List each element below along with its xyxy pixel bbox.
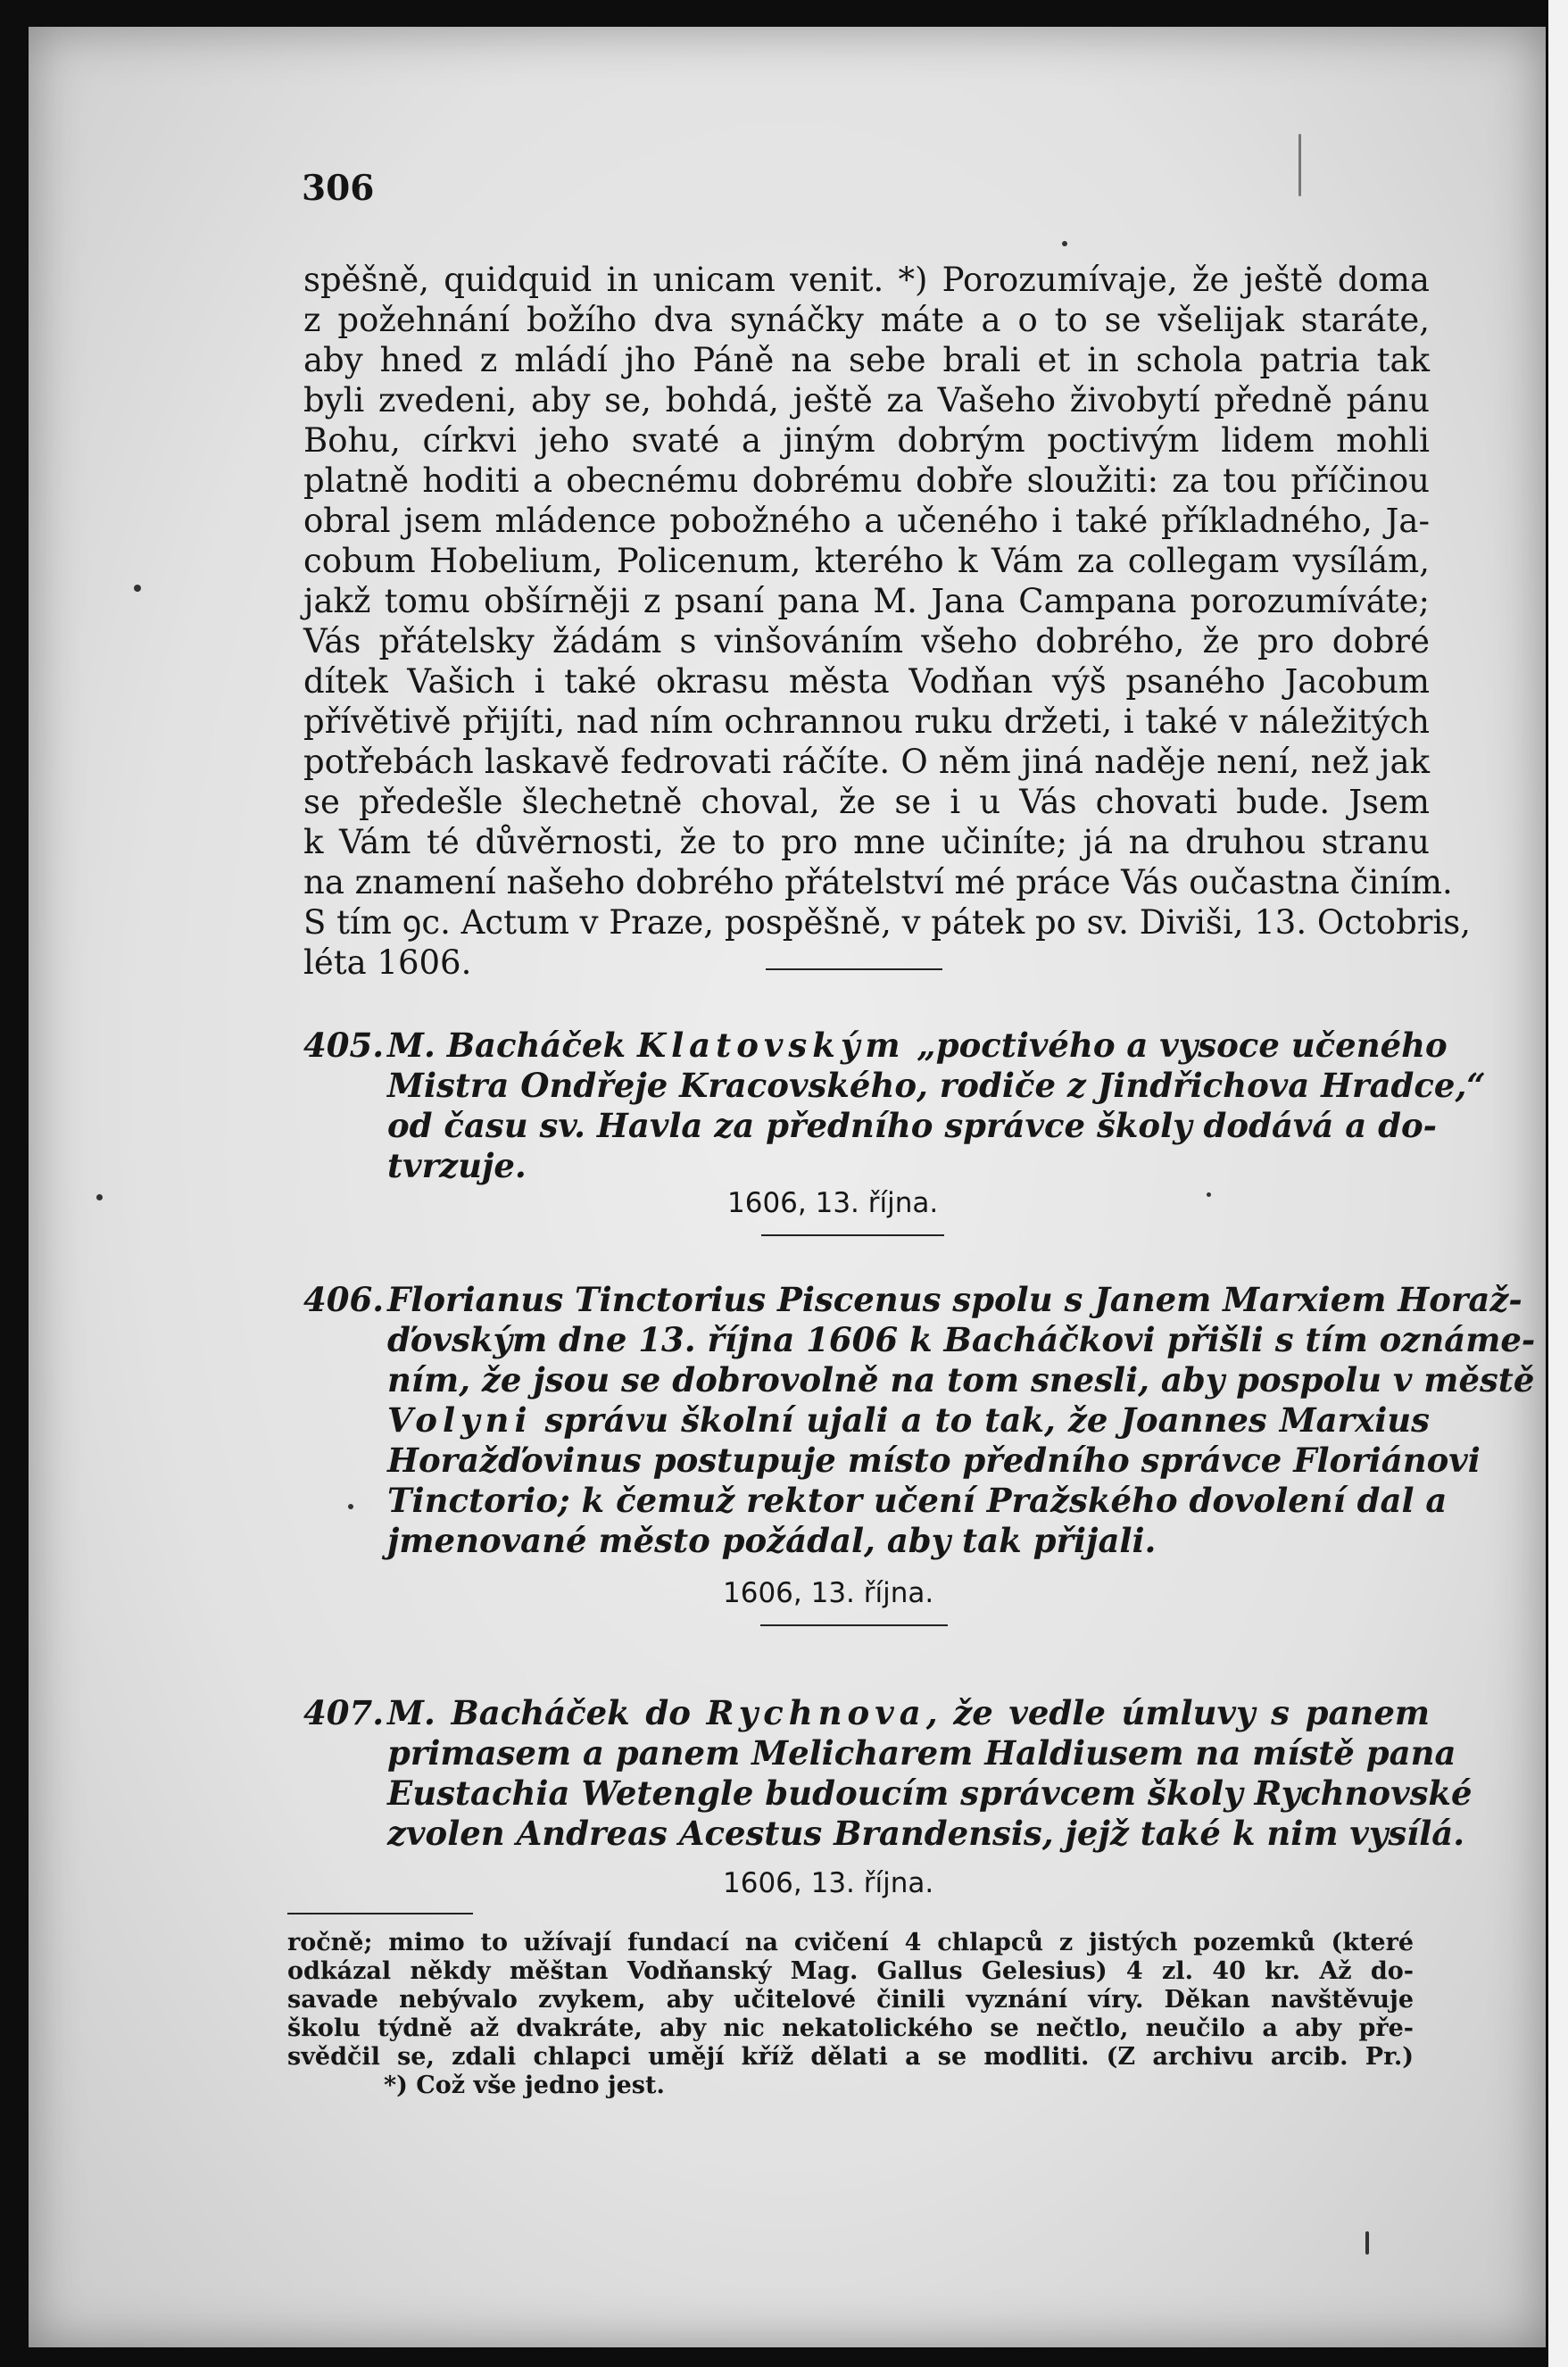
body-line: spěšně, quidquid in unicam venit. *) Porozumívaje, že ještě doma xyxy=(303,261,1430,299)
page-edge xyxy=(1548,0,1568,2367)
entry-number: 405. xyxy=(303,1026,385,1065)
entry-line: od času sv. Havla za předního správce školy dodává a do- xyxy=(387,1106,1438,1145)
page-number: 306 xyxy=(302,168,375,209)
footnote-line: svědčil se, zdali chlapci umějí kříž dělati a se modliti. (Z archivu arcib. Pr.) xyxy=(287,2043,1414,2071)
footnote-line: ročně; mimo to užívají fundací na cvičení 4 chlapců z jistých pozemků (které xyxy=(287,1929,1414,1956)
body-line: Bohu, církvi jeho svaté a jiným dobrým poctivým lidem mohli xyxy=(303,421,1430,460)
entry-line: Horažďovinus postupuje místo předního správce Floriánovi xyxy=(387,1441,1481,1480)
footnote-rule xyxy=(287,1913,473,1914)
footnote-star: *) Což vše jedno jest. xyxy=(384,2072,665,2099)
body-line: na znamení našeho dobrého přátelství mé práce Vás oučastna činím. xyxy=(303,863,1453,901)
entry-line: tvrzuje. xyxy=(387,1146,527,1185)
scan-speck xyxy=(134,585,141,592)
body-line: S tím ꝯc. Actum v Praze, pospěšně, v pátek po sv. Diviši, 13. Octobris, xyxy=(303,903,1472,942)
entry-date: 1606, 13. října. xyxy=(723,1867,934,1899)
footnote-line: odkázal někdy měštan Vodňanský Mag. Gallus Gelesius) 4 zl. 40 kr. Až do- xyxy=(287,1957,1414,1985)
body-line: cobum Hobelium, Policenum, kterého k Vám za collegam vysílám, xyxy=(303,542,1430,580)
scan-speck xyxy=(1298,134,1301,196)
entry-line: Tinctorio; k čemuž rektor učení Pražského dovolení dal a xyxy=(387,1481,1448,1520)
entry-line: zvolen Andreas Acestus Brandensis, jejž také k nim vysílá. xyxy=(387,1814,1465,1853)
scan-speck xyxy=(348,1504,353,1509)
section-divider xyxy=(766,968,942,970)
entry-line: Mistra Ondřeje Kracovského, rodiče z Jindřichova Hradce,“ xyxy=(387,1066,1486,1105)
scan-speck xyxy=(1207,1192,1211,1197)
entry-line: M. Bacháček do Rychnova, že vedle úmluvy s panem xyxy=(387,1693,1431,1732)
entry-number: 406. xyxy=(303,1280,385,1319)
body-line: léta 1606. xyxy=(303,943,472,982)
entry-number: 407. xyxy=(303,1693,385,1732)
body-line: přívětivě přijíti, nad ním ochrannou ruku držeti, i také v náležitých xyxy=(303,702,1430,741)
body-line: obral jsem mládence pobožného a učeného i také příkladného, Ja- xyxy=(303,502,1430,540)
entry-line: ďovským dne 13. října 1606 k Bacháčkovi přišli s tím oznáme- xyxy=(387,1320,1536,1359)
entry-line: jmenované město požádal, aby tak přijali. xyxy=(387,1521,1157,1560)
body-line: potřebách laskavě fedrovati ráčíte. O něm jiná naděje není, než jak xyxy=(303,743,1430,781)
scan-speck xyxy=(1365,2231,1369,2255)
entry-line: Eustachia Wetengle budoucím správcem školy Rychnovské xyxy=(387,1773,1473,1813)
entry-line: Volyni správu školní ujali a to tak, že Joannes Marxius xyxy=(387,1400,1430,1440)
body-line: dítek Vašich i také okrasu města Vodňan výš psaného Jacobum xyxy=(303,662,1430,701)
body-line: k Vám té důvěrnosti, že to pro mne učiníte; já na druhou stranu xyxy=(303,823,1430,861)
body-line: jakž tomu obšírněji z psaní pana M. Jana Campana porozumíváte; xyxy=(303,582,1430,620)
body-line: z požehnání božího dva synáčky máte a o to se všelijak staráte, xyxy=(303,301,1430,339)
body-line: se předešle šlechetně choval, že se i u Vás chovati bude. Jsem xyxy=(303,783,1430,821)
entry-divider xyxy=(760,1624,948,1626)
entry-line: M. Bacháček Klatovským „poctivého a vysoce učeného xyxy=(387,1026,1448,1065)
body-line: platně hoditi a obecnému dobrému dobře sloužiti: za tou příčinou xyxy=(303,461,1430,500)
entry-line: primasem a panem Melicharem Haldiusem na místě pana xyxy=(387,1733,1456,1773)
entry-date: 1606, 13. října. xyxy=(723,1577,934,1609)
body-line: byli zvedeni, aby se, bohdá, ještě za Vašeho živobytí předně pánu xyxy=(303,381,1430,419)
scan-speck xyxy=(1062,241,1067,246)
body-line: aby hned z mládí jho Páně na sebe brali et in schola patria tak xyxy=(303,341,1430,379)
entry-line: Florianus Tinctorius Piscenus spolu s Janem Marxiem Horaž- xyxy=(387,1280,1522,1319)
entry-divider xyxy=(761,1234,944,1236)
entry-date: 1606, 13. října. xyxy=(727,1187,939,1219)
body-line: Vás přátelsky žádám s vinšováním všeho dobrého, že pro dobré xyxy=(303,622,1430,660)
footnote-line: savade nebývalo zvykem, aby učitelové činili vyznání víry. Děkan navštěvuje xyxy=(287,1986,1414,2014)
scan-speck xyxy=(96,1194,103,1200)
entry-line: ním, že jsou se dobrovolně na tom snesli, aby pospolu v městě xyxy=(387,1360,1535,1399)
footnote-line: školu týdně až dvakráte, aby nic nekatolického se nečtlo, neučilo a aby pře- xyxy=(287,2014,1414,2042)
